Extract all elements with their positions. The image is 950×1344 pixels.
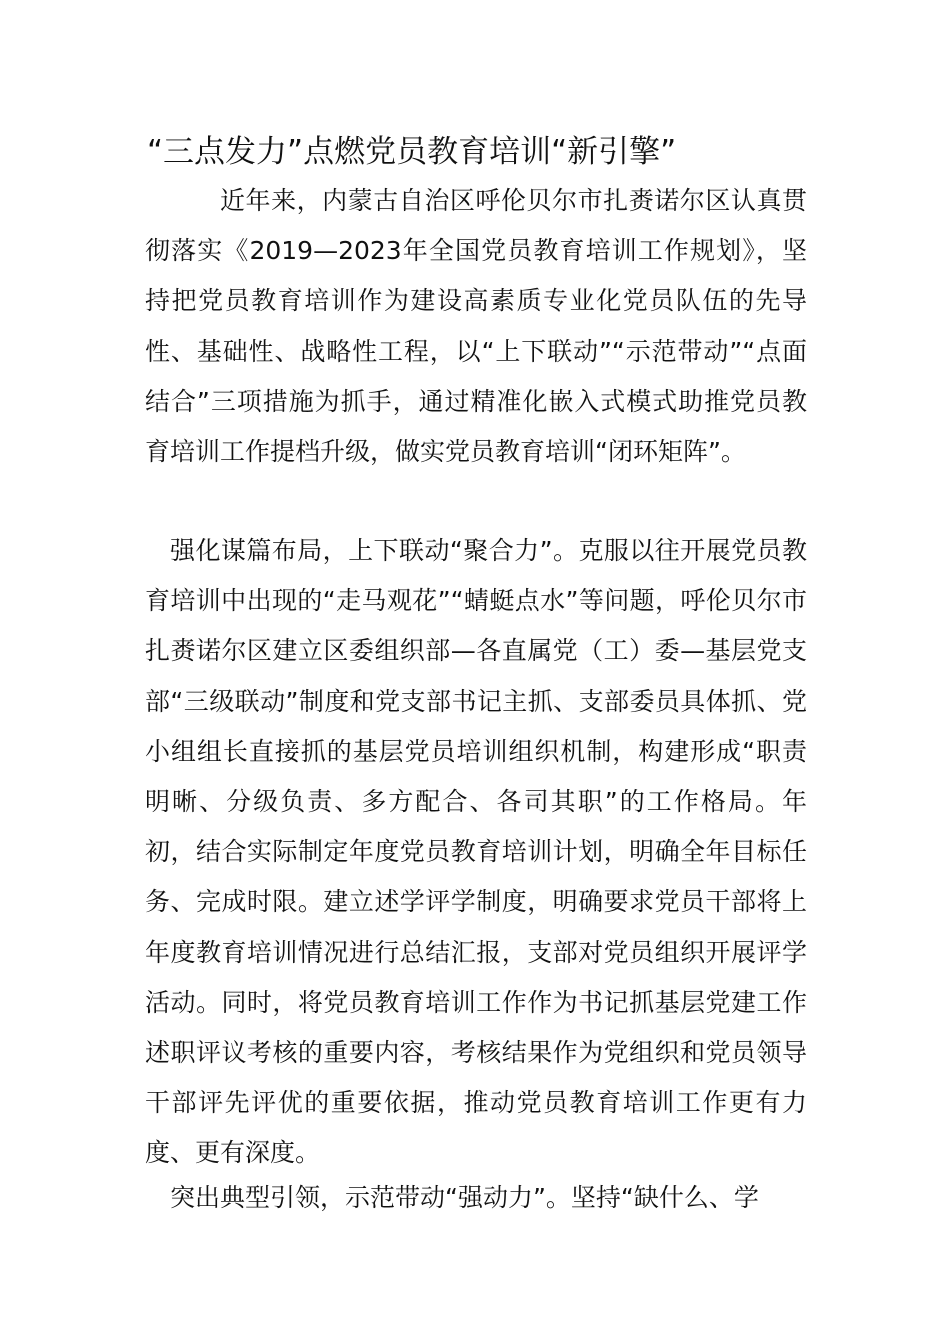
document-title: “三点发力”点燃党员教育培训“新引擎”: [147, 134, 677, 170]
paragraph-section-2: 突出典型引领，示范带动“强动力”。坚持“缺什么、学: [170, 1183, 759, 1212]
paragraph-section-1: 强化谋篇布局，上下联动“聚合力”。克服以往开展党员教育培训中出现的“走马观花”“蜻蜓点水”等问题，呼伦贝尔市扎赉诺尔区建立区委组织部—各直属党（工）委—基层党支部“三级联动”制度和党支部书记主抓、支部委员具体抓、党小组组长直接抓的基层党员培训组织机制，构建形成“职责明晰、分级负责、多方配合、各司其职”的工作格局。年初，结合实际制定年度党员教育培训计划，明确全年目标任务、完成时限。建立述学评学制度，明确要求党员干部将上年度教育培训情况进行总结汇报，支部对党员组织开展评学活动。同时，将党员教育培训工作作为书记抓基层党建工作述职评议考核的重要内容，考核结果作为党组织和党员领导干部评先评优的重要依据，推动党员教育培训工作更有力度、更有深度。: [145, 536, 807, 1168]
paragraph-intro: 近年来，内蒙古自治区呼伦贝尔市扎赉诺尔区认真贯彻落实《2019—2023年全国党员教育培训工作规划》，坚持把党员教育培训作为建设高素质专业化党员队伍的先导性、基础性、战略性工程，以“上下联动”“示范带动”“点面结合”三项措施为抓手，通过精准化嵌入式模式助推党员教育培训工作提档升级，做实党员教育培训“闭环矩阵”。: [145, 186, 807, 467]
